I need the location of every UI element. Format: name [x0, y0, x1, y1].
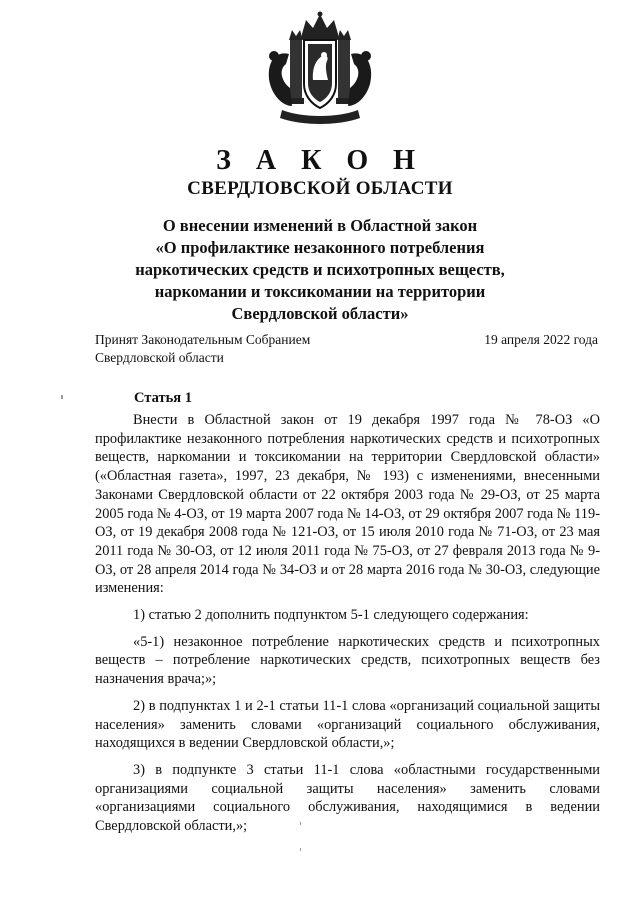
law-name-line: наркотических средств и психотропных веществ, [135, 260, 505, 279]
scan-speck [61, 395, 63, 399]
article-paragraph: 2) в подпунктах 1 и 2-1 статьи 11-1 слова «организаций социальной защиты населения» заменить словами «организаций социального обслуживания, находящихся в ведении Свердловской области,»; [95, 697, 600, 752]
article-title: Статья 1 [134, 390, 192, 406]
article-paragraph: Внести в Областной закон от 19 декабря 1997 года № 78-ОЗ «О профилактике незаконного потребления наркотических средств и психотропных веществ, наркомании и токсикомании на территории Свердловской области» («Областная газета», 1997, 23 декабря, № 193) с изменениями, внесенными Законами Свердловской области от 22 октября 2003 года № 29-ОЗ, от 25 марта 2005 года № 4-ОЗ, от 19 марта 2007 года № 14-ОЗ, от 29 октября 2007 года № 119-ОЗ, от 19 декабря 2008 года № 121-ОЗ, от 15 июля 2010 года № 71-ОЗ, от 23 мая 2011 года № 30-ОЗ, от 12 июля 2011 года № 75-ОЗ, от 27 февраля 2013 года № 9-ОЗ, от 28 апреля 2014 года № 34-ОЗ и от 28 марта 2016 года № 30-ОЗ, следующие изменения: [95, 412, 600, 597]
law-name-line: О внесении изменений в Областной закон [162, 216, 478, 235]
adoption-line: Свердловской области [95, 350, 224, 365]
coat-of-arms-emblem [262, 10, 378, 128]
article-paragraph: «5-1) незаконное потребление наркотических средств и психотропных веществ – потребление наркотических средств, психотропных веществ без назначения врача;»; [95, 633, 600, 688]
law-name-line: Свердловской области» [231, 304, 409, 323]
document-title: З А К О Н [216, 145, 424, 176]
law-name-line: наркомании и токсикомании на территории [154, 282, 486, 301]
scan-speck [300, 822, 301, 825]
law-name-line: «О профилактике незаконного потребления [155, 238, 485, 257]
adoption-date: 19 апреля 2022 года [484, 332, 598, 347]
article-body [95, 411, 600, 844]
scan-speck [300, 848, 301, 851]
law-name [110, 215, 530, 325]
document-subtitle: СВЕРДЛОВСКОЙ ОБЛАСТИ [187, 178, 453, 199]
adoption-line: Принят Законодательным Собранием [95, 332, 311, 347]
article-paragraph: 1) статью 2 дополнить подпунктом 5-1 следующего содержания: [133, 607, 529, 624]
article-paragraph: 3) в подпункте 3 статьи 11-1 слова «областными государственными организациями социальной защиты населения» заменить словами «организациями социального обслуживания, находящимися в ведении Свердловской области,»; [95, 761, 600, 835]
adoption-info [95, 331, 310, 367]
